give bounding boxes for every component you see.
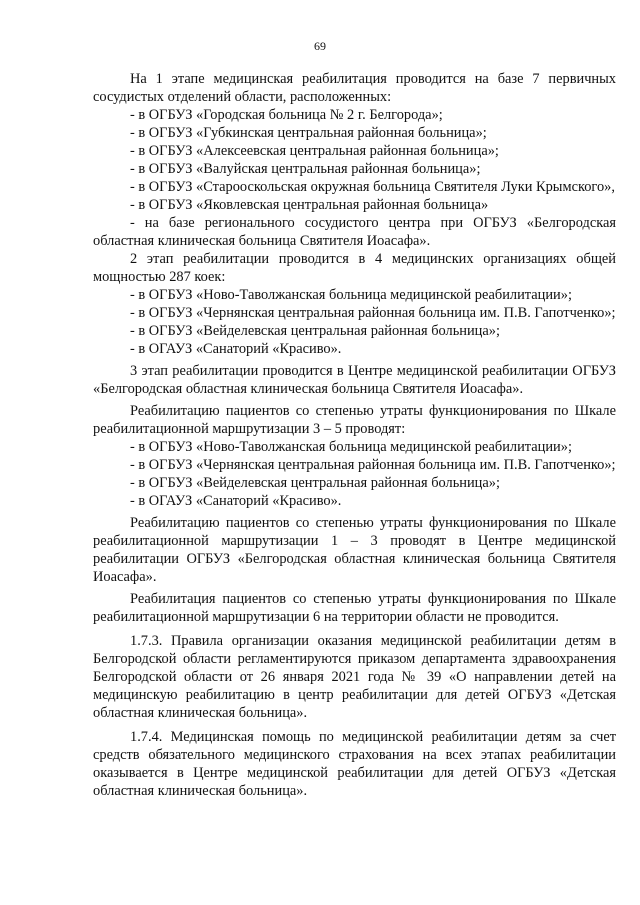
paragraph: - в ОГБУЗ «Чернянская центральная районная больница им. П.В. Гапотченко»;	[130, 305, 616, 321]
paragraph: 1.7.3. Правила организации оказания медицинской реабилитации детям в Белгородской области регламентируются приказом департамента здравоохранения Белгородской области от 26 января 2021 года № 39 «О направлении детей на медицинскую реабилитацию в центр реабилитации для детей ОГБУЗ «Детская областная клиническая больница».	[93, 633, 616, 721]
paragraph: - в ОГБУЗ «Губкинская центральная районная больница»;	[130, 125, 487, 141]
paragraph: - в ОГБУЗ «Городская больница № 2 г. Белгорода»;	[130, 107, 443, 123]
paragraph: 1.7.4. Медицинская помощь по медицинской реабилитации детям за счет средств обязательного медицинского страхования на всех этапах реабилитации оказывается в Центре медицинской реабилитации для детей ОГБУЗ «Детская областная клиническая больница».	[93, 729, 616, 799]
paragraph: - в ОГБУЗ «Чернянская центральная районная больница им. П.В. Гапотченко»;	[130, 457, 616, 473]
paragraph: - в ОГБУЗ «Вейделевская центральная районная больница»;	[130, 475, 500, 491]
page-body	[93, 70, 616, 800]
paragraph: - в ОГБУЗ «Ново-Таволжанская больница медицинской реабилитации»;	[130, 439, 572, 455]
paragraph: Реабилитацию пациентов со степенью утраты функционирования по Шкале реабилитационной маршрутизации 1 – 3 проводят в Центре медицинской реабилитации ОГБУЗ «Белгородская областная клиническая больница Святителя Иоасафа».	[93, 515, 616, 585]
paragraph: На 1 этапе медицинская реабилитация проводится на базе 7 первичных сосудистых отделений области, расположенных:	[93, 71, 616, 105]
paragraph: 3 этап реабилитации проводится в Центре медицинской реабилитации ОГБУЗ «Белгородская областная клиническая больница Святителя Иоасафа».	[93, 363, 616, 397]
paragraph: Реабилитация пациентов со степенью утраты функционирования по Шкале реабилитационной маршрутизации 6 на территории области не проводится.	[93, 591, 616, 625]
paragraph: - в ОГБУЗ «Ново-Таволжанская больница медицинской реабилитации»;	[130, 287, 572, 303]
paragraph: 2 этап реабилитации проводится в 4 медицинских организациях общей мощностью 287 коек:	[93, 251, 616, 285]
paragraph: - в ОГАУЗ «Санаторий «Красиво».	[130, 493, 342, 509]
paragraph: - на базе регионального сосудистого центра при ОГБУЗ «Белгородская областная клиническая больница Святителя Иоасафа».	[93, 215, 616, 249]
paragraph: - в ОГБУЗ «Старооскольская окружная больница Святителя Луки Крымского»,	[130, 179, 615, 195]
paragraph: - в ОГБУЗ «Алексеевская центральная районная больница»;	[130, 143, 499, 159]
paragraph: - в ОГБУЗ «Яковлевская центральная районная больница»	[130, 197, 489, 213]
paragraph: - в ОГБУЗ «Валуйская центральная районная больница»;	[130, 161, 481, 177]
paragraph: - в ОГАУЗ «Санаторий «Красиво».	[130, 341, 342, 357]
page-number: 69	[314, 39, 326, 53]
paragraph: Реабилитацию пациентов со степенью утраты функционирования по Шкале реабилитационной маршрутизации 3 – 5 проводят:	[93, 403, 616, 437]
paragraph: - в ОГБУЗ «Вейделевская центральная районная больница»;	[130, 323, 500, 339]
